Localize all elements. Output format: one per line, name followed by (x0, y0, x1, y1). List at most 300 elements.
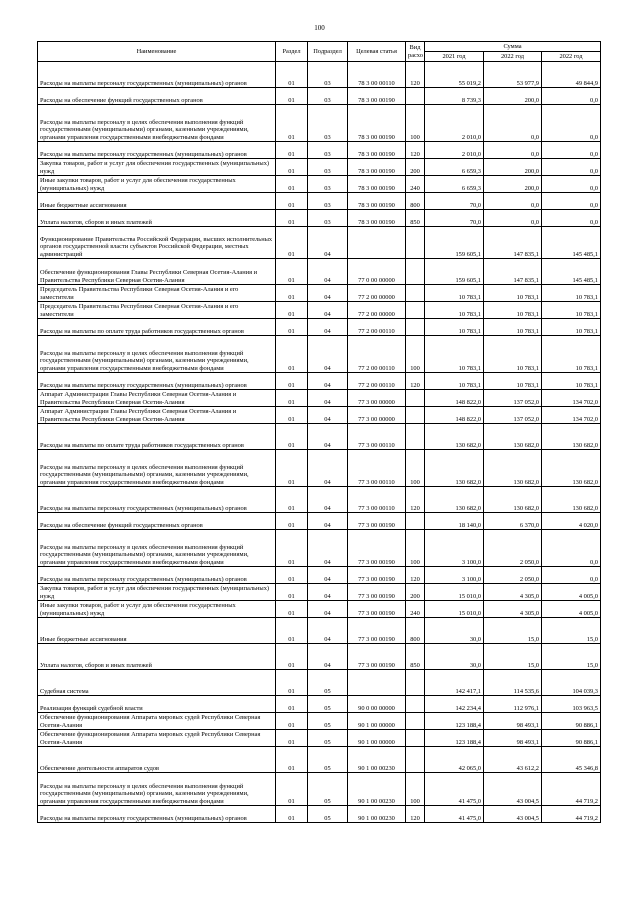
cell-sum-2022-b: 145 485,1 (542, 227, 601, 259)
cell-target-article: 77 2 00 00000 (348, 302, 406, 319)
table-row (38, 513, 601, 530)
cell-podrazdel: 03 (308, 88, 348, 105)
cell-sum-2021: 10 783,1 (425, 285, 484, 302)
cell-sum-2022-b: 0,0 (542, 193, 601, 210)
cell-razdel: 01 (276, 713, 308, 730)
cell-sum-2021: 130 682,0 (425, 424, 484, 450)
cell-razdel: 01 (276, 210, 308, 227)
cell-expense-type: 120 (406, 806, 425, 823)
cell-podrazdel: 04 (308, 319, 348, 336)
cell-sum-2022-a: 147 835,1 (484, 227, 542, 259)
cell-sum-2022-a: 137 052,0 (484, 390, 542, 407)
cell-target-article (348, 227, 406, 259)
cell-razdel: 01 (276, 373, 308, 390)
cell-expense-type (406, 285, 425, 302)
cell-podrazdel: 03 (308, 193, 348, 210)
cell-expense-type (406, 302, 425, 319)
cell-razdel: 01 (276, 390, 308, 407)
cell-expense-type (406, 319, 425, 336)
table-row (38, 259, 601, 285)
table-row (38, 644, 601, 670)
cell-podrazdel: 05 (308, 806, 348, 823)
cell-sum-2022-a: 98 493,1 (484, 730, 542, 747)
cell-sum-2022-a: 130 682,0 (484, 450, 542, 487)
cell-sum-2022-b: 4 020,0 (542, 513, 601, 530)
cell-podrazdel: 05 (308, 747, 348, 773)
header-razdel: Раздел (276, 42, 308, 62)
cell-sum-2021: 3 100,0 (425, 567, 484, 584)
cell-name: Обеспечение функционирования Аппарата мировых судей Республики Северная Осетия-Алания (38, 713, 276, 730)
cell-sum-2021: 55 019,2 (425, 62, 484, 88)
cell-razdel: 01 (276, 644, 308, 670)
cell-name: Председатель Правительства Республики Северная Осетия-Алания и его заместители (38, 302, 276, 319)
cell-razdel: 01 (276, 319, 308, 336)
cell-sum-2022-b: 44 719,2 (542, 773, 601, 806)
cell-target-article: 77 2 00 00110 (348, 373, 406, 390)
cell-podrazdel: 03 (308, 105, 348, 142)
page-number: 100 (314, 24, 325, 32)
cell-podrazdel: 04 (308, 487, 348, 513)
header-year-2022-a: 2022 год (484, 52, 542, 62)
cell-target-article: 77 0 00 00000 (348, 259, 406, 285)
cell-name: Функционирование Правительства Российской Федерации, высших исполнительных органов государственной власти субъектов Российской Федерации, местных администраций (38, 227, 276, 259)
cell-sum-2022-b: 0,0 (542, 530, 601, 567)
cell-podrazdel: 05 (308, 713, 348, 730)
cell-sum-2021: 41 475,0 (425, 773, 484, 806)
cell-razdel: 01 (276, 227, 308, 259)
cell-sum-2021: 70,0 (425, 210, 484, 227)
table-row (38, 584, 601, 601)
table-row (38, 713, 601, 730)
cell-sum-2022-a: 10 783,1 (484, 319, 542, 336)
cell-sum-2022-a: 43 004,5 (484, 806, 542, 823)
cell-podrazdel: 04 (308, 336, 348, 373)
cell-razdel: 01 (276, 193, 308, 210)
cell-expense-type: 100 (406, 450, 425, 487)
cell-sum-2022-a: 43 612,2 (484, 747, 542, 773)
table-row (38, 773, 601, 806)
cell-sum-2021: 15 010,0 (425, 584, 484, 601)
cell-sum-2022-b: 10 783,1 (542, 302, 601, 319)
cell-target-article: 77 3 00 00190 (348, 513, 406, 530)
cell-sum-2021: 41 475,0 (425, 806, 484, 823)
cell-sum-2022-b: 49 844,9 (542, 62, 601, 88)
cell-razdel: 01 (276, 584, 308, 601)
cell-target-article: 77 3 00 00190 (348, 530, 406, 567)
cell-podrazdel: 03 (308, 176, 348, 193)
cell-expense-type (406, 390, 425, 407)
cell-sum-2022-b: 103 963,5 (542, 696, 601, 713)
cell-expense-type: 240 (406, 176, 425, 193)
cell-sum-2022-a: 200,0 (484, 159, 542, 176)
cell-razdel: 01 (276, 567, 308, 584)
cell-podrazdel: 04 (308, 450, 348, 487)
cell-sum-2022-a: 114 535,6 (484, 670, 542, 696)
cell-razdel: 01 (276, 601, 308, 618)
cell-sum-2021: 70,0 (425, 193, 484, 210)
cell-sum-2022-a: 112 976,1 (484, 696, 542, 713)
header-podrazdel: Подраздел (308, 42, 348, 62)
cell-target-article: 78 3 00 00190 (348, 210, 406, 227)
cell-target-article: 77 2 00 00110 (348, 319, 406, 336)
cell-sum-2022-b: 134 702,0 (542, 390, 601, 407)
cell-target-article (348, 670, 406, 696)
cell-target-article: 78 3 00 00190 (348, 193, 406, 210)
cell-name: Расходы на выплаты персоналу в целях обеспечения выполнения функций государственными (муниципальными) органами, казенными учреждениями, органами управления государственными внебюджетными фондами (38, 773, 276, 806)
cell-razdel: 01 (276, 142, 308, 159)
cell-target-article: 77 3 00 00190 (348, 567, 406, 584)
cell-sum-2022-b: 0,0 (542, 159, 601, 176)
cell-podrazdel: 03 (308, 159, 348, 176)
cell-expense-type: 120 (406, 142, 425, 159)
cell-sum-2022-b: 44 719,2 (542, 806, 601, 823)
cell-podrazdel: 04 (308, 644, 348, 670)
cell-sum-2021: 10 783,1 (425, 302, 484, 319)
cell-sum-2021: 18 140,0 (425, 513, 484, 530)
cell-razdel: 01 (276, 773, 308, 806)
cell-sum-2022-b: 0,0 (542, 567, 601, 584)
cell-sum-2021: 159 605,1 (425, 227, 484, 259)
cell-expense-type: 200 (406, 584, 425, 601)
cell-target-article: 90 1 00 00000 (348, 730, 406, 747)
cell-sum-2022-a: 10 783,1 (484, 373, 542, 390)
cell-podrazdel: 05 (308, 773, 348, 806)
cell-razdel: 01 (276, 696, 308, 713)
cell-expense-type (406, 88, 425, 105)
table-row (38, 336, 601, 373)
cell-name: Расходы на выплаты персоналу государственных (муниципальных) органов (38, 567, 276, 584)
cell-sum-2021: 148 822,0 (425, 407, 484, 424)
cell-name: Председатель Правительства Республики Северная Осетия-Алания и его заместители (38, 285, 276, 302)
cell-expense-type: 120 (406, 62, 425, 88)
cell-expense-type (406, 696, 425, 713)
table-row (38, 88, 601, 105)
cell-name: Закупка товаров, работ и услуг для обеспечения государственных (муниципальных) нужд (38, 584, 276, 601)
cell-podrazdel: 03 (308, 142, 348, 159)
cell-sum-2022-b: 0,0 (542, 176, 601, 193)
cell-sum-2021: 15 010,0 (425, 601, 484, 618)
table-row (38, 407, 601, 424)
cell-sum-2022-b: 45 346,8 (542, 747, 601, 773)
cell-sum-2022-a: 43 004,5 (484, 773, 542, 806)
cell-razdel: 01 (276, 530, 308, 567)
table-row (38, 530, 601, 567)
cell-sum-2022-b: 130 682,0 (542, 487, 601, 513)
cell-target-article: 77 3 00 00190 (348, 584, 406, 601)
cell-expense-type: 800 (406, 193, 425, 210)
cell-podrazdel: 03 (308, 62, 348, 88)
cell-razdel: 01 (276, 513, 308, 530)
cell-expense-type: 100 (406, 773, 425, 806)
cell-sum-2022-b: 104 039,3 (542, 670, 601, 696)
cell-expense-type (406, 713, 425, 730)
cell-sum-2021: 30,0 (425, 644, 484, 670)
cell-sum-2022-a: 0,0 (484, 105, 542, 142)
cell-podrazdel: 04 (308, 259, 348, 285)
cell-name: Расходы на выплаты персоналу государственных (муниципальных) органов (38, 62, 276, 88)
cell-podrazdel: 04 (308, 584, 348, 601)
table-row (38, 670, 601, 696)
table-row (38, 142, 601, 159)
cell-target-article: 90 1 00 00000 (348, 713, 406, 730)
cell-name: Обеспечение функционирования Аппарата мировых судей Республики Северная Осетия-Алания (38, 730, 276, 747)
cell-expense-type (406, 424, 425, 450)
cell-sum-2022-a: 137 052,0 (484, 407, 542, 424)
cell-podrazdel: 03 (308, 210, 348, 227)
cell-target-article: 78 3 00 00190 (348, 176, 406, 193)
header-name: Наименование (38, 42, 276, 62)
table-row (38, 193, 601, 210)
cell-sum-2022-b: 10 783,1 (542, 336, 601, 373)
cell-razdel: 01 (276, 806, 308, 823)
cell-podrazdel: 04 (308, 567, 348, 584)
cell-razdel: 01 (276, 176, 308, 193)
cell-sum-2021: 123 188,4 (425, 713, 484, 730)
cell-razdel: 01 (276, 407, 308, 424)
cell-podrazdel: 04 (308, 530, 348, 567)
table-row (38, 601, 601, 618)
table-row (38, 210, 601, 227)
cell-sum-2021: 10 783,1 (425, 319, 484, 336)
cell-expense-type: 800 (406, 618, 425, 644)
cell-sum-2022-a: 6 370,0 (484, 513, 542, 530)
cell-razdel: 01 (276, 105, 308, 142)
cell-name: Расходы на выплаты персоналу государственных (муниципальных) органов (38, 373, 276, 390)
cell-sum-2022-a: 200,0 (484, 176, 542, 193)
cell-sum-2022-a: 130 682,0 (484, 487, 542, 513)
cell-name: Аппарат Администрации Главы Республики Северная Осетия-Алания и Правительства Республики Северная Осетия-Алания (38, 407, 276, 424)
cell-expense-type: 200 (406, 159, 425, 176)
cell-target-article: 78 3 00 00190 (348, 88, 406, 105)
cell-sum-2021: 2 010,0 (425, 142, 484, 159)
cell-expense-type: 120 (406, 567, 425, 584)
cell-target-article: 77 3 00 00190 (348, 601, 406, 618)
table-row (38, 373, 601, 390)
cell-name: Закупка товаров, работ и услуг для обеспечения государственных (муниципальных) нужд (38, 159, 276, 176)
cell-razdel: 01 (276, 747, 308, 773)
cell-sum-2022-a: 10 783,1 (484, 285, 542, 302)
table-row (38, 105, 601, 142)
cell-name: Иные закупки товаров, работ и услуг для обеспечения государственных (муниципальных) нужд (38, 601, 276, 618)
cell-expense-type (406, 513, 425, 530)
cell-podrazdel: 05 (308, 696, 348, 713)
cell-sum-2022-a: 15,0 (484, 618, 542, 644)
cell-expense-type (406, 730, 425, 747)
cell-sum-2022-b: 10 783,1 (542, 285, 601, 302)
cell-podrazdel: 05 (308, 730, 348, 747)
table-row (38, 450, 601, 487)
cell-sum-2021: 123 188,4 (425, 730, 484, 747)
cell-podrazdel: 04 (308, 424, 348, 450)
cell-razdel: 01 (276, 285, 308, 302)
cell-target-article: 77 3 00 00110 (348, 450, 406, 487)
cell-podrazdel: 04 (308, 618, 348, 644)
cell-sum-2021: 3 100,0 (425, 530, 484, 567)
cell-podrazdel: 04 (308, 227, 348, 259)
cell-razdel: 01 (276, 62, 308, 88)
cell-sum-2021: 10 783,1 (425, 336, 484, 373)
cell-name: Расходы на выплаты персоналу в целях обеспечения выполнения функций государственными (муниципальными) органами, казенными учреждениями, органами управления государственными внебюджетными фондами (38, 105, 276, 142)
cell-sum-2022-b: 90 886,1 (542, 730, 601, 747)
cell-sum-2021: 148 822,0 (425, 390, 484, 407)
cell-target-article: 77 3 00 00190 (348, 618, 406, 644)
cell-target-article: 77 3 00 00000 (348, 407, 406, 424)
cell-expense-type: 120 (406, 373, 425, 390)
table-row (38, 424, 601, 450)
cell-target-article: 77 3 00 00000 (348, 390, 406, 407)
cell-name: Иные бюджетные ассигнования (38, 618, 276, 644)
cell-target-article: 77 3 00 00110 (348, 487, 406, 513)
cell-name: Аппарат Администрации Главы Республики Северная Осетия-Алания и Правительства Республики Северная Осетия-Алания (38, 390, 276, 407)
table-header (38, 42, 601, 62)
cell-name: Уплата налогов, сборов и иных платежей (38, 644, 276, 670)
cell-sum-2022-b: 15,0 (542, 618, 601, 644)
cell-sum-2022-a: 147 835,1 (484, 259, 542, 285)
cell-expense-type (406, 227, 425, 259)
table-row (38, 159, 601, 176)
cell-sum-2022-a: 98 493,1 (484, 713, 542, 730)
cell-sum-2022-b: 130 682,0 (542, 424, 601, 450)
cell-name: Расходы на обеспечение функций государственных органов (38, 513, 276, 530)
cell-sum-2021: 8 739,3 (425, 88, 484, 105)
cell-sum-2022-b: 10 783,1 (542, 319, 601, 336)
cell-sum-2022-a: 4 305,0 (484, 584, 542, 601)
cell-target-article: 90 1 00 00230 (348, 747, 406, 773)
cell-podrazdel: 05 (308, 670, 348, 696)
cell-sum-2022-b: 0,0 (542, 210, 601, 227)
cell-target-article: 77 2 00 00000 (348, 285, 406, 302)
cell-name: Расходы на выплаты персоналу государственных (муниципальных) органов (38, 142, 276, 159)
cell-sum-2022-a: 10 783,1 (484, 336, 542, 373)
cell-sum-2022-b: 0,0 (542, 88, 601, 105)
header-target-article: Целевая статья (348, 42, 406, 62)
cell-sum-2022-b: 145 485,1 (542, 259, 601, 285)
table-row (38, 302, 601, 319)
cell-sum-2022-a: 0,0 (484, 210, 542, 227)
cell-name: Иные закупки товаров, работ и услуг для обеспечения государственных (муниципальных) нужд (38, 176, 276, 193)
cell-sum-2021: 130 682,0 (425, 487, 484, 513)
cell-name: Расходы на выплаты персоналу в целях обеспечения выполнения функций государственными (муниципальными) органами, казенными учреждениями, органами управления государственными внебюджетными фондами (38, 450, 276, 487)
cell-podrazdel: 04 (308, 390, 348, 407)
cell-sum-2022-a: 2 050,0 (484, 567, 542, 584)
cell-name: Расходы на выплаты персоналу государственных (муниципальных) органов (38, 806, 276, 823)
cell-expense-type: 100 (406, 530, 425, 567)
cell-sum-2022-a: 200,0 (484, 88, 542, 105)
table-row (38, 62, 601, 88)
cell-sum-2021: 130 682,0 (425, 450, 484, 487)
cell-name: Расходы на выплаты по оплате труда работников государственных органов (38, 424, 276, 450)
cell-sum-2021: 6 659,3 (425, 176, 484, 193)
cell-sum-2022-a: 0,0 (484, 142, 542, 159)
cell-sum-2022-b: 0,0 (542, 105, 601, 142)
header-expense-type: Вид расхо (406, 42, 425, 62)
cell-podrazdel: 04 (308, 513, 348, 530)
cell-sum-2022-b: 10 783,1 (542, 373, 601, 390)
cell-expense-type: 850 (406, 644, 425, 670)
table-row (38, 227, 601, 259)
cell-expense-type (406, 407, 425, 424)
cell-podrazdel: 04 (308, 407, 348, 424)
cell-sum-2021: 10 783,1 (425, 373, 484, 390)
cell-target-article: 77 2 00 00110 (348, 336, 406, 373)
cell-sum-2022-a: 15,0 (484, 644, 542, 670)
cell-target-article: 90 1 00 00230 (348, 806, 406, 823)
cell-sum-2021: 159 605,1 (425, 259, 484, 285)
cell-target-article: 78 3 00 00190 (348, 105, 406, 142)
header-sum: Сумма (425, 42, 601, 52)
cell-expense-type: 120 (406, 487, 425, 513)
cell-razdel: 01 (276, 487, 308, 513)
header-year-2022-b: 2022 год (542, 52, 601, 62)
table-row (38, 176, 601, 193)
table-row (38, 730, 601, 747)
cell-expense-type (406, 670, 425, 696)
table-row (38, 747, 601, 773)
table-row (38, 390, 601, 407)
cell-name: Уплата налогов, сборов и иных платежей (38, 210, 276, 227)
cell-expense-type (406, 259, 425, 285)
table-body (38, 62, 601, 823)
table-row (38, 696, 601, 713)
cell-sum-2021: 30,0 (425, 618, 484, 644)
cell-podrazdel: 04 (308, 373, 348, 390)
cell-sum-2021: 42 065,0 (425, 747, 484, 773)
cell-target-article: 78 3 00 00190 (348, 159, 406, 176)
cell-target-article: 78 3 00 00190 (348, 142, 406, 159)
budget-table (37, 41, 601, 823)
cell-razdel: 01 (276, 302, 308, 319)
cell-sum-2022-a: 2 050,0 (484, 530, 542, 567)
cell-razdel: 01 (276, 618, 308, 644)
cell-razdel: 01 (276, 670, 308, 696)
cell-sum-2022-a: 0,0 (484, 193, 542, 210)
cell-expense-type: 240 (406, 601, 425, 618)
cell-sum-2021: 142 417,1 (425, 670, 484, 696)
cell-podrazdel: 04 (308, 302, 348, 319)
cell-target-article: 77 3 00 00110 (348, 424, 406, 450)
cell-razdel: 01 (276, 450, 308, 487)
table-row (38, 319, 601, 336)
cell-target-article: 77 3 00 00190 (348, 644, 406, 670)
cell-razdel: 01 (276, 88, 308, 105)
cell-sum-2022-a: 10 783,1 (484, 302, 542, 319)
cell-name: Расходы на выплаты персоналу в целях обеспечения выполнения функций государственными (муниципальными) органами, казенными учреждениями, органами управления государственными внебюджетными фондами (38, 336, 276, 373)
cell-sum-2022-b: 90 886,1 (542, 713, 601, 730)
cell-expense-type (406, 747, 425, 773)
cell-sum-2022-a: 4 305,0 (484, 601, 542, 618)
cell-sum-2021: 142 234,4 (425, 696, 484, 713)
cell-sum-2022-a: 53 977,9 (484, 62, 542, 88)
cell-razdel: 01 (276, 730, 308, 747)
cell-sum-2022-b: 134 702,0 (542, 407, 601, 424)
cell-target-article: 90 1 00 00230 (348, 773, 406, 806)
cell-razdel: 01 (276, 336, 308, 373)
cell-name: Судебная система (38, 670, 276, 696)
cell-razdel: 01 (276, 159, 308, 176)
table-row (38, 618, 601, 644)
cell-sum-2022-b: 0,0 (542, 142, 601, 159)
cell-sum-2021: 2 010,0 (425, 105, 484, 142)
cell-sum-2021: 6 659,3 (425, 159, 484, 176)
header-year-2021: 2021 год (425, 52, 484, 62)
cell-podrazdel: 04 (308, 601, 348, 618)
cell-name: Иные бюджетные ассигнования (38, 193, 276, 210)
cell-sum-2022-b: 130 682,0 (542, 450, 601, 487)
cell-target-article: 90 0 00 00000 (348, 696, 406, 713)
cell-expense-type: 100 (406, 105, 425, 142)
cell-name: Расходы на выплаты персоналу в целях обеспечения выполнения функций государственными (муниципальными) органами, казенными учреждениями, органами управления государственными внебюджетными фондами (38, 530, 276, 567)
table-row (38, 487, 601, 513)
